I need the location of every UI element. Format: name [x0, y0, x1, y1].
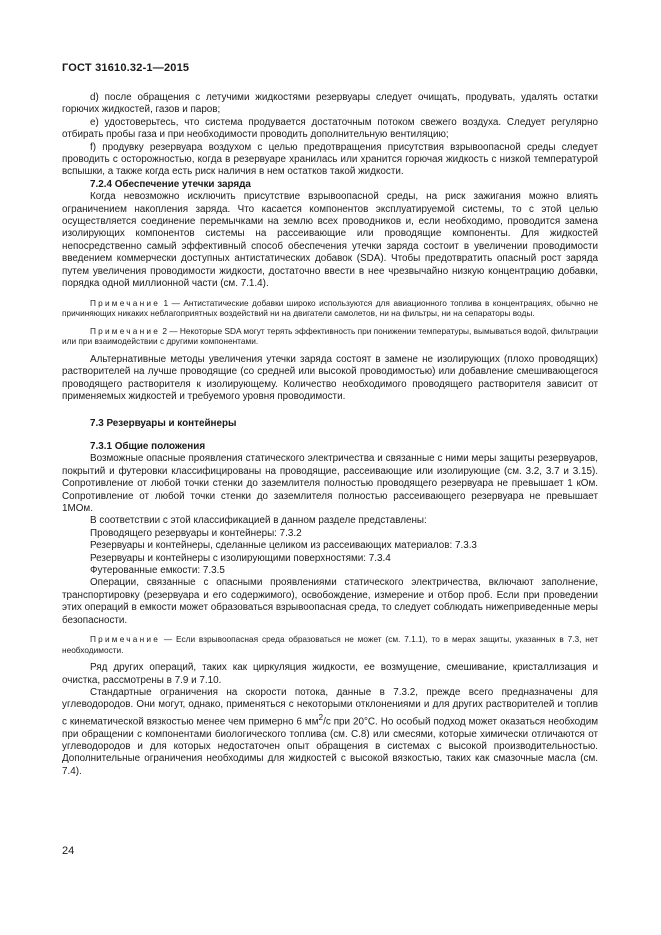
section-heading-7-3: 7.3 Резервуары и контейнеры	[90, 417, 237, 429]
paragraph-d: d) после обращения с летучими жидкостями резервуары следует очищать, продувать, удалять остатки горючих жидкостей, газов и паров;	[62, 92, 598, 116]
note-label: Примечание	[90, 325, 161, 336]
paragraph-7-3-1-d: Ряд других операций, таких как циркуляция жидкости, ее возмущение, смешивание, кристаллизация и очистка, рассмотрены в 7.9 и 7.10.	[62, 662, 598, 686]
note-2	[62, 326, 598, 347]
paragraph-f: f) продувку резервуара воздухом с целью предотвращения присутствия взрывоопасной среды следует проводить с осторожностью, когда в резервуаре хранилась или хранится горючая жидкость с низкой температурой вспышки, а также когда есть риск наличия в нем остатков такой жидкости.	[62, 141, 598, 178]
section-heading-7-3-1: 7.3.1 Общие положения	[90, 440, 206, 452]
document-header: ГОСТ 31610.32-1—2015	[62, 62, 190, 74]
paragraph-7-3-1-b: В соответствии с этой классификацией в данном разделе представлены:	[90, 515, 427, 527]
note-label: Примечание	[90, 297, 161, 308]
note-text: 2 — Некоторые SDA могут терять эффективность при понижении температуры, вымываться водой, фильтрации или при взаимодействии с другими компонентами.	[62, 325, 598, 347]
text-run: /с при 20°С. Но особый подход может оказаться необходим при обращении с компонентами биологического топлива (см. С.8) или смесями, которые химически отличаются от углеводородов и для которых недостаточен опыт обращения в системах с высокой производительностью. Дополнительные ограничения необходимы для жидкостей с высокой вязкостью, таких как смазочные масла (см. 7.4).	[62, 716, 599, 777]
paragraph-7-2-4: Когда невозможно исключить присутствие взрывоопасной среды, на риск зажигания можно влиять ограничением накопления заряда. Что касается компонентов эксплуатируемой системы, то с этой целью осуществляется соединение перемычками на землю всех проводников и, если необходимо, проводится замена изолирующих компонентов системы на рассеивающие или проводящие компоненты. Для жидкостей непосредственно самый эффективный способ обеспечения утечки заряда состоит в увеличении проводимости введением коммерчески доступных антистатических добавок (SDA). Чтобы предотвратить опасный рост заряда путем увеличения проводимости жидкости, достаточно ввести в нее чрезвычайно низкую концентрацию добавки, порядка одной миллионной части (см. 7.1.4).	[62, 191, 598, 290]
note-label: Примечание	[90, 634, 161, 644]
document-body	[62, 92, 598, 778]
paragraph-7-3-1-e	[62, 687, 598, 778]
section-heading-7-2-4: 7.2.4 Обеспечение утечки заряда	[90, 178, 251, 190]
list-item: Резервуары и контейнеры с изолирующими поверхностями: 7.3.4	[90, 552, 391, 564]
paragraph-e: е) удостоверьтесь, что система продувается достаточным потоком свежего воздуха. Следует регулярно отбирать пробы газа и при необходимости проводить дополнительную вентиляцию;	[62, 116, 598, 141]
paragraph-7-3-1-c: Операции, связанные с опасными проявлениями статического электричества, включают заполнение, транспортировку (резервуара и его содержимого), освобождение, измерение и отбор проб. Если при проведении этих операций в емкости может образоваться взрывоопасная среда, то следует соблюдать нижеприведенные меры безопасности.	[62, 577, 598, 626]
list-item: Проводящего резервуары и контейнеры: 7.3.2	[90, 527, 302, 539]
page-number: 24	[62, 845, 75, 857]
note-text: 1 — Антистатические добавки широко используются для авиационного топлива в концентрациях, обычно не причиняющих никаких неблагоприятных воздействий ни на двигатели самолетов, ни на фильтры, ни на сепараторы воды.	[62, 297, 598, 319]
note-1	[62, 298, 598, 319]
paragraph-alternatives: Альтернативные методы увеличения утечки заряда состоят в замене не изолирующих (плохо проводящих) растворителей на лучше проводящие (со средней или высокой проводимостью) или добавление смешивающегося проводящего растворителя к изолирующему. Количество необходимого проводящего растворителя зависит от применяемых жидкостей и требуемого уровня проводимости.	[62, 353, 598, 403]
note-text: — Если взрывоопасная среда образоваться не может (см. 7.1.1), то в мерах защиты, указанных в 7.3, нет необходимости.	[62, 634, 598, 655]
text-run: Стандартные ограничения на скорости потока, данные в 7.3.2, прежде всего предназначены для углеводородов. Они могут, однако, применяться с некоторыми отклонениями и для других растворителей и топлив с кинематической вязкостью менее чем примерно 6 мм	[62, 687, 598, 728]
paragraph-7-3-1-a: Возможные опасные проявления статического электричества и связанные с ними меры защиты резервуаров, покрытий и футеровки классифицированы на проводящие, рассеивающие или изолирующие (см. 3.2, 3.7 и 3.15). Сопротивление от любой точки стенки до заземлителя полностью проводящего резервуара не превышает 1 кОм. Сопротивление от любой точки стенки до заземлителя полностью рассеивающего резервуара не превышает 1МОм.	[62, 453, 598, 514]
list-item: Футерованные емкости: 7.3.5	[90, 564, 225, 576]
list-item: Резервуары и контейнеры, сделанные целиком из рассеивающих материалов: 7.3.3	[90, 540, 477, 552]
superscript: 2	[318, 712, 324, 722]
note-3	[62, 634, 598, 655]
